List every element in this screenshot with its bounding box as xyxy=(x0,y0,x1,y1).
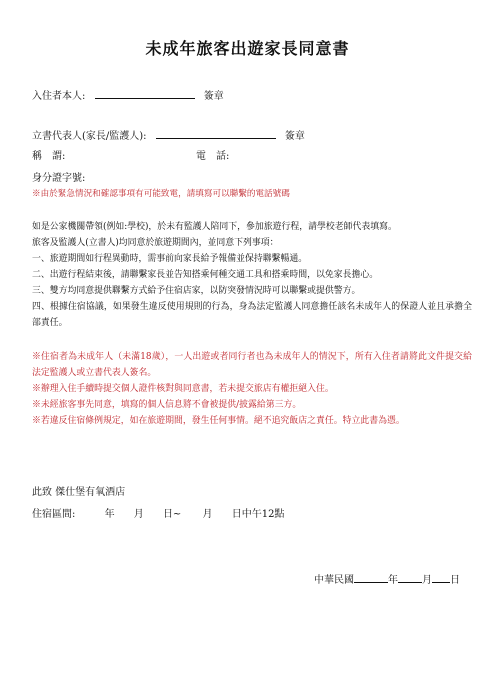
stay-month: 月 xyxy=(133,509,144,520)
date-prefix: 中華民國 xyxy=(314,575,354,586)
intro-line-1: 如是公家機關帶領(例如:學校)，於未有監護人陪同下，參加旅遊行程，請學校老師代表填寫。 xyxy=(32,222,397,232)
stay-month-end: 月 xyxy=(202,509,213,520)
note-minor-guests: ※住宿者為未成年人（未滿18歲），一人出遊或者同行者也為未成年人的情況下，所有入住者請將此文件提交給法定監護人或立書代表人簽名。 xyxy=(32,352,472,378)
guardian-label: 立書代表人(家長/監護人): xyxy=(32,131,147,142)
agreement-item-3: 三、雙方均同意提供聯繫方式給予住宿店家，以防突發情況時可以聯繫或提供警方。 xyxy=(32,286,361,296)
note-liability: ※若違反住宿條例規定，如在旅遊期間，發生任何事情。絕不追究飯店之責任。特立此書為憑。 xyxy=(32,416,405,426)
guardian-sign-label: 簽章 xyxy=(284,131,305,142)
closing-recipient: 此致 傑仕堡有氧酒店 xyxy=(32,487,126,498)
agreement-item-1: 一、旅遊期間如行程異動時，需事前向家長給予報備並保持聯繫暢通。 xyxy=(32,254,308,264)
stay-period-row xyxy=(32,508,284,522)
intro-line-2: 旅客及監護人(立書人)均同意於旅遊期間內，並同意下列事項： xyxy=(32,238,279,248)
agreement-item-2: 二、出遊行程結束後，請聯繫家長並告知搭乘何種交通工具和搭乘時間，以免家長擔心。 xyxy=(32,270,379,280)
date-day-label: 日 xyxy=(450,575,460,586)
stay-period-label: 住宿區間: xyxy=(32,509,76,520)
date-year-label: 年 xyxy=(388,575,398,586)
stay-day-noon: 日中午12點 xyxy=(231,509,285,520)
guest-name-blank[interactable] xyxy=(95,88,195,99)
id-number-label: 身分證字號: xyxy=(32,173,86,184)
stay-year: 年 xyxy=(104,509,115,520)
date-day-blank[interactable] xyxy=(432,572,450,583)
document-title: 未成年旅客出遊家長同意書 xyxy=(145,39,350,58)
guest-sign-label: 簽章 xyxy=(203,91,224,102)
date-month-blank[interactable] xyxy=(398,572,422,583)
guardian-name-blank[interactable] xyxy=(156,128,276,139)
agreement-item-4: 四、根據住宿協議，如果發生違反使用規則的行為，身為法定監護人同意擔任該名未成年人的保證人並且承擔全部責任。 xyxy=(32,302,472,328)
note-privacy: ※未經旅客事先同意，填寫的個人信息將不會被提供/披露給第三方。 xyxy=(32,400,302,410)
date-year-blank[interactable] xyxy=(354,572,388,583)
emergency-phone-note: ※由於緊急情況和確認事項有可能致電，請填寫可以聯繫的電話號碼 xyxy=(32,189,290,199)
relation-label: 稱 謂: xyxy=(32,151,66,162)
date-month-label: 月 xyxy=(422,575,432,586)
guardian-row xyxy=(32,128,305,144)
signing-date-row xyxy=(314,572,460,588)
guest-label: 入住者本人: xyxy=(32,91,86,102)
guest-row xyxy=(32,88,224,104)
phone-label: 電 話: xyxy=(196,151,230,162)
stay-day-to: 日~ xyxy=(162,509,182,520)
note-checkin-id: ※辦理入住手續時提交個人證件核對與同意書，若未提交旅店有權拒絕入住。 xyxy=(32,384,334,394)
